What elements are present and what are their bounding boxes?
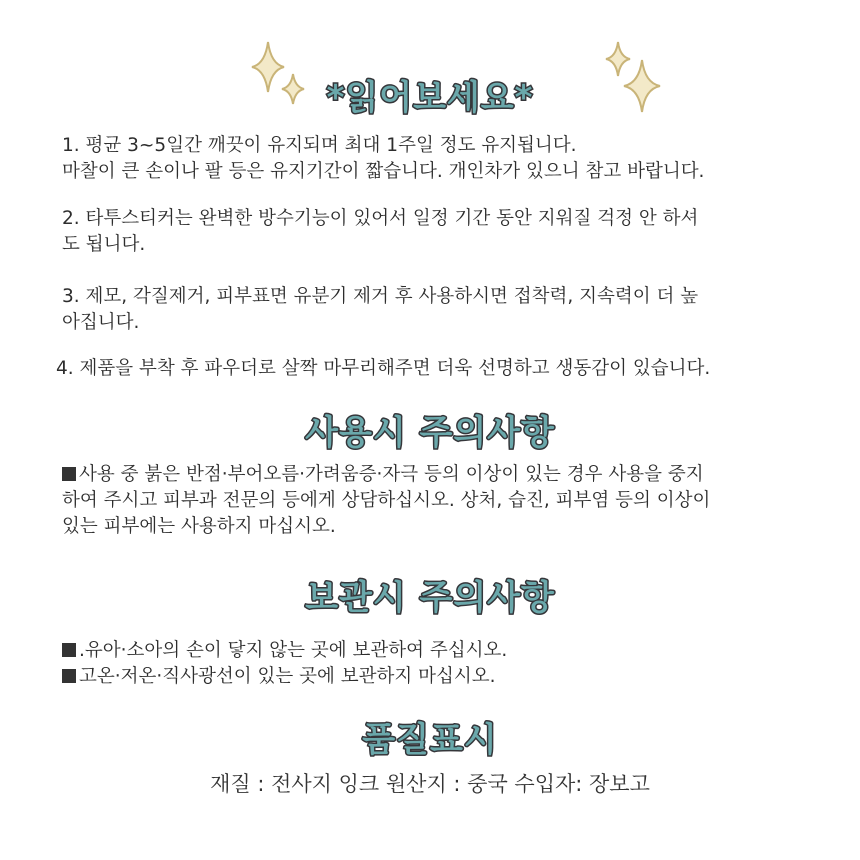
note-4 — [56, 356, 796, 382]
storage-caution-text — [62, 638, 802, 690]
note-4-line-1: 4. 제품을 부착 후 파우더로 살짝 마무리해주면 더욱 선명하고 생동감이 있습니다. — [56, 358, 711, 379]
storage-caution-heading: 보관시 주의사항 — [305, 578, 555, 618]
note-1-line-2: 마찰이 큰 손이나 팔 등은 유지기간이 짧습니다. 개인차가 있으니 참고 바랍니다. — [62, 161, 705, 182]
square-bullet-icon — [62, 669, 76, 683]
usage-caution-text — [62, 462, 802, 540]
usage-line-3: 있는 피부에는 사용하지 마십시오. — [62, 516, 336, 537]
usage-caution-heading: 사용시 주의사항 — [305, 413, 555, 453]
read-this-heading: *읽어보세요* — [326, 78, 534, 118]
note-1 — [62, 133, 802, 185]
square-bullet-icon — [62, 467, 76, 481]
note-3 — [62, 284, 802, 336]
storage-line-1: .유아·소아의 손이 닿지 않는 곳에 보관하여 주십시오. — [62, 638, 802, 664]
note-2-line-2: 도 됩니다. — [62, 234, 146, 255]
quality-info: 재질 : 전사지 잉크 원산지 : 중국 수입자: 장보고 — [210, 772, 650, 796]
note-1-line-1: 1. 평균 3~5일간 깨끗이 유지되며 최대 1주일 정도 유지됩니다. — [62, 135, 577, 156]
square-bullet-icon — [62, 643, 76, 657]
storage-line-2: 고온·저온·직사광선이 있는 곳에 보관하지 마십시오. — [62, 664, 802, 690]
note-3-line-1: 3. 제모, 각질제거, 피부표면 유분기 제거 후 사용하시면 접착력, 지속력이 더 높 — [62, 286, 699, 307]
usage-line-1: 사용 중 붉은 반점·부어오름·가려움증·자극 등의 이상이 있는 경우 사용을 중지 — [62, 462, 802, 488]
note-3-line-2: 아집니다. — [62, 312, 140, 333]
note-2-line-1: 2. 타투스티커는 완벽한 방수기능이 있어서 일정 기간 동안 지워질 걱정 안 하셔 — [62, 208, 699, 229]
usage-line-2: 하여 주시고 피부과 전문의 등에게 상담하십시오. 상처, 습진, 피부염 등의 이상이 — [62, 490, 711, 511]
note-2 — [62, 206, 802, 258]
quality-heading: 품질표시 — [362, 720, 498, 760]
